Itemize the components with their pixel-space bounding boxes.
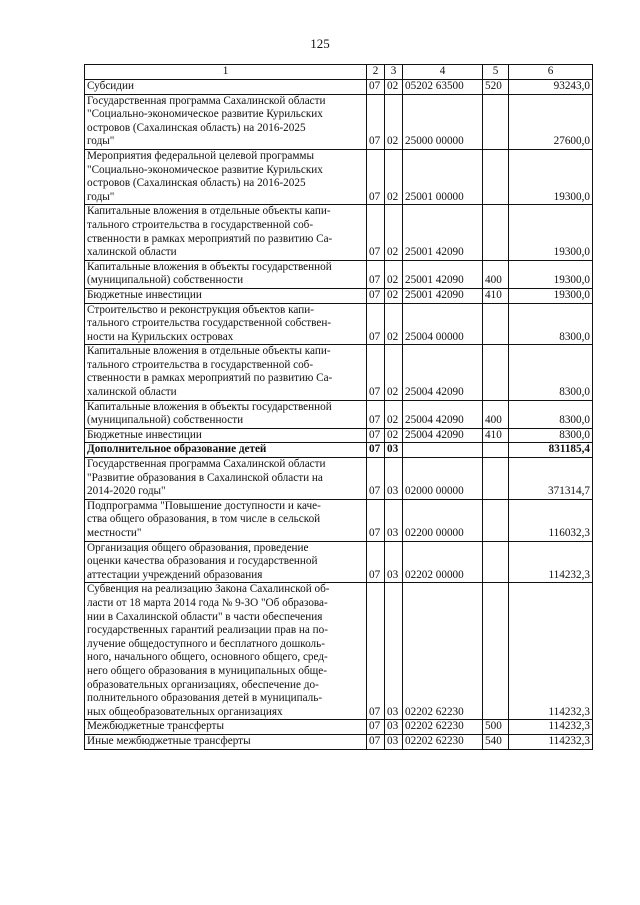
section-code: 07 — [367, 149, 385, 204]
header-cell-5: 5 — [483, 65, 509, 80]
row-name: Бюджетные инвестиции — [85, 288, 367, 303]
target-article-code: 25004 42090 — [403, 400, 483, 428]
section-code: 07 — [367, 499, 385, 541]
amount: 114232,3 — [509, 720, 593, 735]
table-row — [85, 734, 593, 749]
row-name: Организация общего образования, проведение оценки качества образования и государственной аттестации учреждений образования — [85, 541, 367, 583]
table-row — [85, 541, 593, 583]
target-article-code: 25004 00000 — [403, 303, 483, 345]
table-row — [85, 400, 593, 428]
subsection-code: 02 — [385, 260, 403, 288]
subsection-code: 02 — [385, 400, 403, 428]
target-article-code: 25004 42090 — [403, 345, 483, 400]
table-row — [85, 94, 593, 149]
row-name: Строительство и реконструкция объектов капи- тального строительства государственной собствен- ности на Курильских островах — [85, 303, 367, 345]
amount: 19300,0 — [509, 260, 593, 288]
table-row — [85, 428, 593, 443]
expense-type-code — [483, 94, 509, 149]
target-article-code — [403, 443, 483, 458]
amount: 27600,0 — [509, 94, 593, 149]
header-cell-3: 3 — [385, 65, 403, 80]
subsection-code: 02 — [385, 288, 403, 303]
section-code: 07 — [367, 458, 385, 500]
row-name: Дополнительное образование детей — [85, 443, 367, 458]
amount: 114232,3 — [509, 583, 593, 720]
section-code: 07 — [367, 288, 385, 303]
table-row — [85, 443, 593, 458]
table-row — [85, 345, 593, 400]
row-name: Капитальные вложения в объекты государственной (муниципальной) собственности — [85, 400, 367, 428]
section-code: 07 — [367, 80, 385, 95]
amount: 114232,3 — [509, 734, 593, 749]
amount: 8300,0 — [509, 400, 593, 428]
expense-type-code: 410 — [483, 288, 509, 303]
table-row — [85, 583, 593, 720]
table-row — [85, 260, 593, 288]
row-name: Капитальные вложения в отдельные объекты капи- тального строительства в государственной соб- ственности в рамках мероприятий по развитию Са- халинской области — [85, 345, 367, 400]
expense-type-code — [483, 499, 509, 541]
subsection-code: 03 — [385, 734, 403, 749]
section-code: 07 — [367, 428, 385, 443]
target-article-code: 25001 42090 — [403, 260, 483, 288]
section-code: 07 — [367, 94, 385, 149]
expense-type-code — [483, 583, 509, 720]
section-code: 07 — [367, 583, 385, 720]
expense-type-code — [483, 149, 509, 204]
amount: 19300,0 — [509, 288, 593, 303]
target-article-code: 02202 62230 — [403, 720, 483, 735]
section-code: 07 — [367, 541, 385, 583]
table-row — [85, 499, 593, 541]
header-cell-6: 6 — [509, 65, 593, 80]
amount: 93243,0 — [509, 80, 593, 95]
section-code: 07 — [367, 303, 385, 345]
target-article-code: 25001 00000 — [403, 149, 483, 204]
header-cell-1: 1 — [85, 65, 367, 80]
section-code: 07 — [367, 345, 385, 400]
row-name: Субвенция на реализацию Закона Сахалинской об- ласти от 18 марта 2014 года № 9-ЗО "Об образова- нии в Сахалинской области" в части обеспечения государственных гарантий реализации прав на по- лучение общедоступного и бесплатного дошколь- ного, начального общего, основного общего, сред- него общего образования в муниципальных обще- образовательных организациях, обеспечение до- полнительного образования детей в муниципаль- ных общеобразовательных организациях — [85, 583, 367, 720]
expense-type-code — [483, 443, 509, 458]
section-code: 07 — [367, 205, 385, 260]
header-cell-2: 2 — [367, 65, 385, 80]
subsection-code: 02 — [385, 94, 403, 149]
subsection-code: 02 — [385, 149, 403, 204]
amount: 371314,7 — [509, 458, 593, 500]
expense-type-code: 400 — [483, 260, 509, 288]
table-row — [85, 720, 593, 735]
target-article-code: 25001 42090 — [403, 205, 483, 260]
target-article-code: 25004 42090 — [403, 428, 483, 443]
section-code: 07 — [367, 260, 385, 288]
table-row — [85, 205, 593, 260]
amount: 8300,0 — [509, 428, 593, 443]
table-row — [85, 149, 593, 204]
subsection-code: 03 — [385, 499, 403, 541]
table-row — [85, 288, 593, 303]
subsection-code: 02 — [385, 80, 403, 95]
expense-type-code: 500 — [483, 720, 509, 735]
row-name: Капитальные вложения в отдельные объекты капи- тального строительства в государственной соб- ственности в рамках мероприятий по развитию Са- халинской области — [85, 205, 367, 260]
table-row — [85, 458, 593, 500]
target-article-code: 02202 62230 — [403, 734, 483, 749]
expense-type-code — [483, 303, 509, 345]
expense-type-code — [483, 205, 509, 260]
expense-type-code: 520 — [483, 80, 509, 95]
expense-type-code — [483, 345, 509, 400]
target-article-code: 05202 63500 — [403, 80, 483, 95]
expense-type-code — [483, 541, 509, 583]
header-cell-4: 4 — [403, 65, 483, 80]
budget-table — [84, 64, 593, 750]
row-name: Бюджетные инвестиции — [85, 428, 367, 443]
amount: 8300,0 — [509, 345, 593, 400]
row-name: Субсидии — [85, 80, 367, 95]
target-article-code: 25000 00000 — [403, 94, 483, 149]
target-article-code: 02202 00000 — [403, 541, 483, 583]
table-row — [85, 303, 593, 345]
target-article-code: 02200 00000 — [403, 499, 483, 541]
expense-type-code: 410 — [483, 428, 509, 443]
row-name: Капитальные вложения в объекты государственной (муниципальной) собственности — [85, 260, 367, 288]
row-name: Иные межбюджетные трансферты — [85, 734, 367, 749]
section-code: 07 — [367, 443, 385, 458]
amount: 8300,0 — [509, 303, 593, 345]
section-code: 07 — [367, 720, 385, 735]
subsection-code: 02 — [385, 428, 403, 443]
page-number: 125 — [310, 36, 330, 51]
subsection-code: 02 — [385, 345, 403, 400]
amount: 19300,0 — [509, 205, 593, 260]
target-article-code: 25001 42090 — [403, 288, 483, 303]
row-name: Подпрограмма "Повышение доступности и каче- ства общего образования, в том числе в сельской местности" — [85, 499, 367, 541]
subsection-code: 02 — [385, 303, 403, 345]
section-code: 07 — [367, 734, 385, 749]
subsection-code: 03 — [385, 541, 403, 583]
amount: 831185,4 — [509, 443, 593, 458]
subsection-code: 03 — [385, 443, 403, 458]
row-name: Мероприятия федеральной целевой программы "Социально-экономическое развитие Курильских островов (Сахалинская область) на 2016-2025 годы" — [85, 149, 367, 204]
target-article-code: 02202 62230 — [403, 583, 483, 720]
subsection-code: 02 — [385, 205, 403, 260]
row-name: Государственная программа Сахалинской области "Социально-экономическое развитие Курильских островов (Сахалинская область) на 2016-2025 годы" — [85, 94, 367, 149]
expense-type-code — [483, 458, 509, 500]
subsection-code: 03 — [385, 458, 403, 500]
expense-type-code: 400 — [483, 400, 509, 428]
subsection-code: 03 — [385, 720, 403, 735]
expense-type-code: 540 — [483, 734, 509, 749]
amount: 19300,0 — [509, 149, 593, 204]
amount: 116032,3 — [509, 499, 593, 541]
row-name: Межбюджетные трансферты — [85, 720, 367, 735]
section-code: 07 — [367, 400, 385, 428]
target-article-code: 02000 00000 — [403, 458, 483, 500]
subsection-code: 03 — [385, 583, 403, 720]
table-row — [85, 80, 593, 95]
header-row — [85, 65, 593, 80]
amount: 114232,3 — [509, 541, 593, 583]
row-name: Государственная программа Сахалинской области "Развитие образования в Сахалинской области на 2014-2020 годы" — [85, 458, 367, 500]
